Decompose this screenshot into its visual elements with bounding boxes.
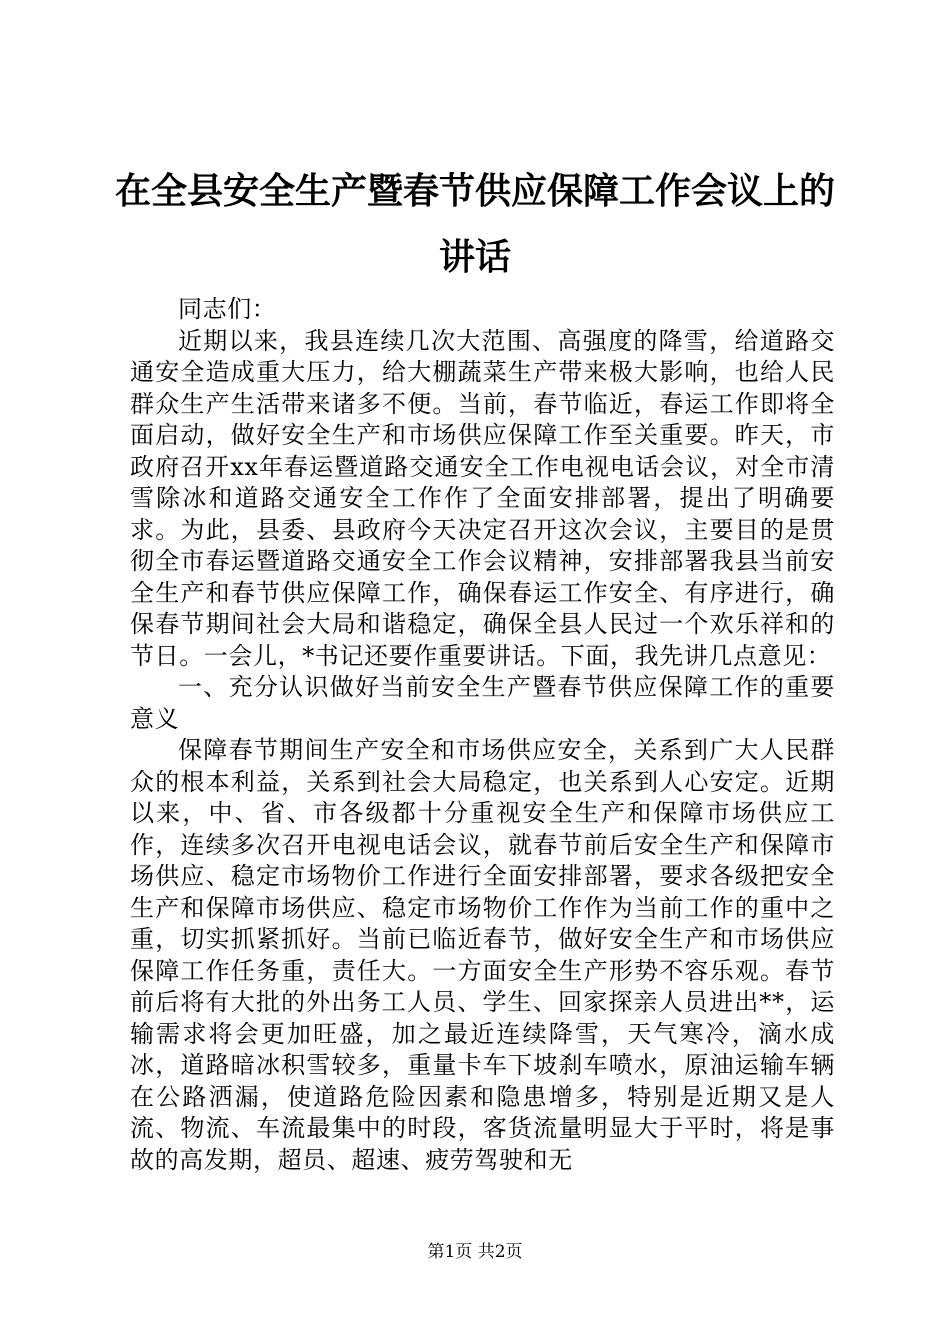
salutation: 同志们： bbox=[178, 295, 277, 323]
body-paragraph: 保障春节期间生产安全和市场供应安全，关系到广大人民群众的根本利益，关系到社会大局稳定，也关系到人心安定。近期以来，中、省、市各级都十分重视安全生产和保障市场供应工作，连续多次召开电视电话会议，就春节前后安全生产和保障市场供应、稳定市场物价工作进行全面安排部署，要求各级把安全生产和保障市场供应、稳定市场物价工作作为当前工作的重中之重，切实抓紧抓好。当前已临近春节，做好安全生产和市场供应保障工作任务重，责任大。一方面安全生产形势不容乐观。春节前后将有大批的外出务工人员、学生、回家探亲人员进出**，运输需求将会更加旺盛，加之最近连续降雪，天气寒冷，滴水成冰，道路暗冰积雪较多，重量卡车下坡刹车喷水，原油运输车辆在公路洒漏，使道路危险因素和隐患增多，特别是近期又是人流、物流、车流最集中的时段，客货流量明显大于平时，将是事故的高发期，超员、超速、疲劳驾驶和无 bbox=[130, 736, 835, 1174]
document-title: 在全县安全生产暨春节供应保障工作会议上的讲话 bbox=[114, 170, 835, 278]
page-number-footer: 第1页 共2页 bbox=[427, 1242, 523, 1262]
document-body bbox=[130, 294, 835, 1176]
section-heading: 一、充分认识做好当前安全生产暨春节供应保障工作的重要意义 bbox=[130, 673, 835, 733]
body-paragraph: 近期以来，我县连续几次大范围、高强度的降雪，给道路交通安全造成重大压力，给大棚蔬菜生产带来极大影响，也给人民群众生产生活带来诸多不便。当前，春节临近，春运工作即将全面启动，做好安全生产和市场供应保障工作至关重要。昨天，市政府召开xx年春运暨道路交通安全工作电视电话会议，对全市清雪除冰和道路交通安全工作作了全面安排部署，提出了明确要求。为此，县委、县政府今天决定召开这次会议，主要目的是贯彻全市春运暨道路交通安全工作会议精神，安排部署我县当前安全生产和春节供应保障工作，确保春运工作安全、有序进行，确保春节期间社会大局和谐稳定，确保全县人民过一个欢乐祥和的节日。一会儿，*书记还要作重要讲话。下面，我先讲几点意见： bbox=[130, 326, 835, 670]
